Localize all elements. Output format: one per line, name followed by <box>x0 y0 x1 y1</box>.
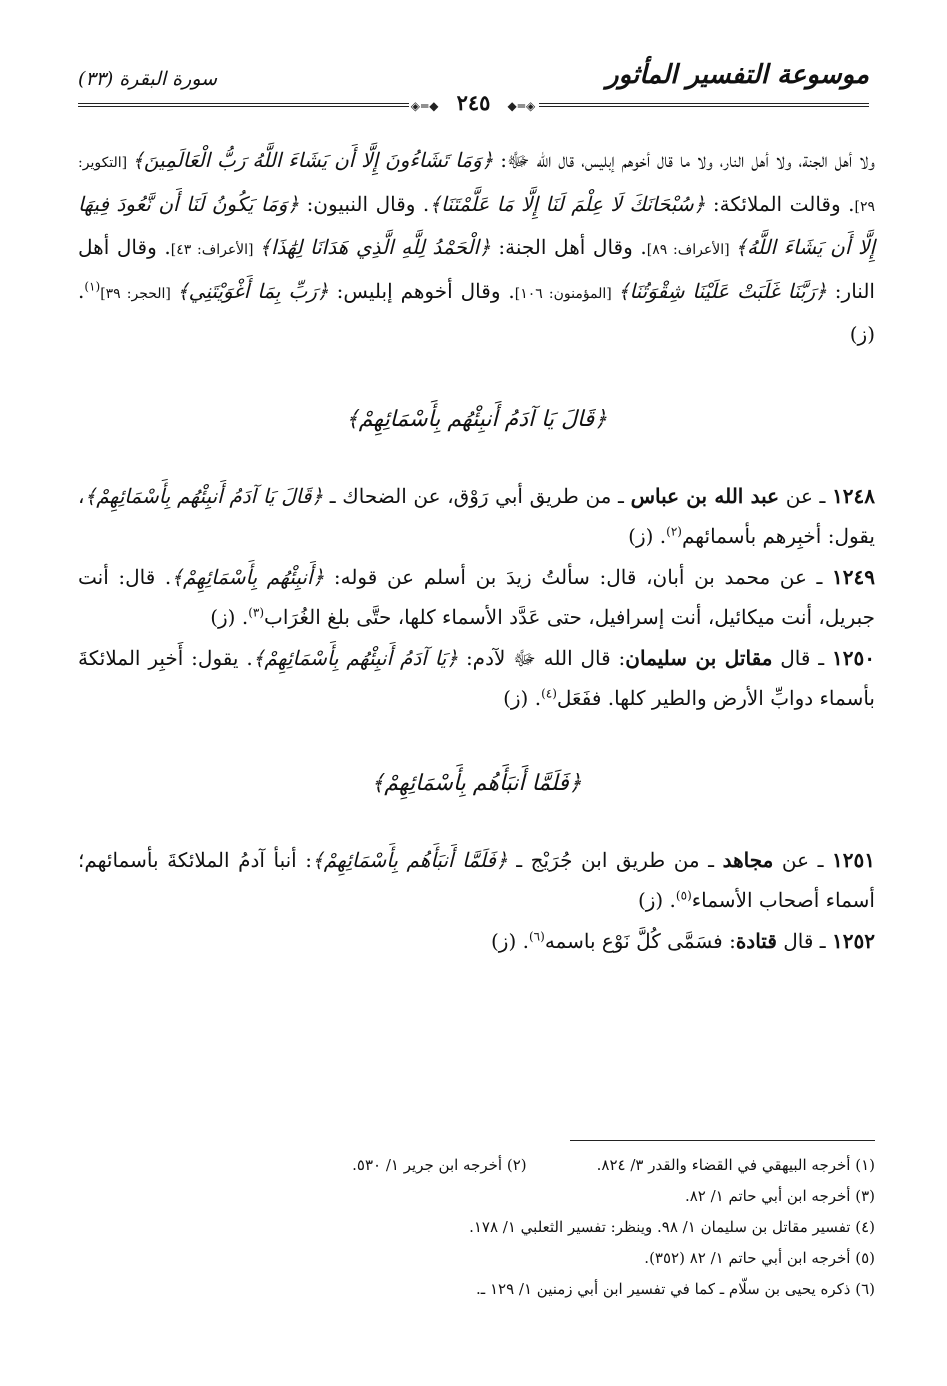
entry-text: : أنبأ آدمُ الملائكةَ بأسمائهم؛ أسماء أصحاب الأسماء <box>78 847 875 912</box>
narrator-name: مجاهد <box>722 847 774 872</box>
entry-text: ، يقول: أخبِرهم بأسمائهم <box>78 483 875 548</box>
entry-text: ـ عن <box>779 483 833 508</box>
verse-ref: [التكوير: ٢٩] <box>78 155 875 215</box>
book-title: موسوعة التفسير المأثور <box>606 60 869 90</box>
quran-quote: ﴿رَبَّنَا غَلَبَتْ عَلَيْنَا شِقْوَتُنَا﴾ <box>617 278 827 303</box>
entry-number: ١٢٥١ <box>832 847 875 872</box>
verse-ref: [الأعراف: ٨٩] <box>646 242 736 258</box>
footnote-marker[interactable]: (٢) <box>666 524 682 539</box>
page-content <box>78 140 875 961</box>
footnote-marker[interactable]: (٥) <box>675 888 692 903</box>
intro-paragraph <box>78 140 875 355</box>
entry-end: . (ز) <box>628 524 667 548</box>
footnote-separator <box>570 1140 875 1141</box>
entry-1250 <box>78 638 875 719</box>
narrator-name: عبد الله بن عباس <box>630 483 780 508</box>
footnote-marker[interactable]: (٣) <box>248 605 265 620</box>
entry-text: ـ قال <box>776 928 833 953</box>
entry-text: . قال: أنت جبريل، أنت ميكائيل، أنت إسرافيل، حتى عَدَّد الأسماء كلها، حتَّى بلغ الغُرَاب <box>78 564 875 629</box>
footnote-marker[interactable]: (٦) <box>528 928 545 943</box>
footnotes <box>78 1150 875 1305</box>
entry-text: . يقول: أَخبِر الملائكةَ بأسماء دوابِّ الأرض والطير كلها. ففَعَل <box>78 645 875 710</box>
entry-1251 <box>78 840 875 921</box>
entry-number: ١٢٤٨ <box>832 483 876 508</box>
entry-number: ١٢٤٩ <box>832 564 876 589</box>
quran-quote: ﴿يَا آدَمُ أَنبِئْهُم بِأَسْمَائِهِمْ﴾ <box>252 645 459 670</box>
surah-title: سورة البقرة (٣٣) <box>78 68 218 90</box>
quran-quote: ﴿فَلَمَّا أَنبَأَهُم بِأَسْمَائِهِمْ﴾ <box>312 847 508 872</box>
page-number-wrap <box>78 90 869 115</box>
quran-quote: ﴿أَنبِئْهُم بِأَسْمَائِهِمْ﴾ <box>171 564 325 589</box>
quran-quote: ﴿رَبِّ بِمَا أَغْوَيْتَنِي﴾ <box>176 278 329 303</box>
section-heading-1: ﴿قَالَ يَا آدَمُ أَنبِئْهُم بِأَسْمَائِهِمْ﴾ <box>345 406 608 432</box>
right-ornament-icon: ◆═◈ <box>410 98 440 113</box>
entry-text: ـ عن <box>773 847 833 872</box>
footnote-marker[interactable]: (٤) <box>541 686 557 701</box>
footnote-1: (١) أخرجه البيهقي في القضاء والقدر ٣/ ٨٢٤. <box>596 1156 875 1174</box>
quran-quote: ﴿وَمَا يَكُونُ لَنَا أَن نَّعُودَ فِيهَا إِلَّا أَن يَشَاءَ اللَّهُ﴾ <box>78 191 876 259</box>
entry-1249 <box>78 557 875 638</box>
entry-text: ـ من طريق أبي رَوْق، عن الضحاك ـ <box>323 483 631 508</box>
intro-text-2: . وقالت الملائكة: <box>705 191 855 216</box>
page-number: ٢٤٥ <box>456 90 491 115</box>
quran-quote: ﴿وَمَا تَشَاءُونَ إِلَّا أَن يَشَاءَ اللَّهُ رَبُّ الْعَالَمِينَ﴾ <box>132 148 494 172</box>
narrator-name: مقاتل بن سليمان <box>625 645 773 670</box>
entry-1248 <box>78 476 875 557</box>
entry-text: ـ من طريق ابن جُرَيْج ـ <box>507 847 723 872</box>
quran-quote: ﴿قَالَ يَا آدَمُ أَنبِئْهُم بِأَسْمَائِهِمْ﴾ <box>84 483 324 508</box>
intro-end: . (ز) <box>78 278 875 346</box>
intro-text-6: . وقال أخوهم إبليس: <box>328 278 515 303</box>
intro-text-4: . وقال أهل الجنة: <box>490 235 647 259</box>
footnote-5: (٥) أخرجه ابن أبي حاتم ١/ ٨٢ (٣٥٢). <box>644 1249 875 1267</box>
entry-text: : فسَمَّى كُلَّ نَوْع باسمه <box>544 928 736 953</box>
entry-end: . (ز) <box>210 605 249 629</box>
entry-number: ١٢٥٢ <box>832 928 875 953</box>
section-heading-2: ﴿فَلَمَّا أَنبَأَهُم بِأَسْمَائِهِمْ﴾ <box>371 770 582 796</box>
intro-text-5: . وقال أهل النار: <box>78 235 875 303</box>
left-ornament-icon: ◈═◆ <box>507 98 537 113</box>
intro-text-1: ولا أهل الجنة، ولا أهل النار، ولا ما قال أخوهم إبليس، قال الله ﷻ: <box>493 148 876 172</box>
entry-text: ـ عن محمد بن أبان، قال: سألتُ زيدَ بن أسلم عن قوله: <box>324 564 833 589</box>
entry-text: : قال الله ﷻ لآدم: <box>458 645 626 670</box>
verse-ref: [المؤمنون: ١٠٦] <box>514 285 618 302</box>
footnote-row <box>78 1150 875 1181</box>
footnote-4: (٤) تفسير مقاتل بن سليمان ١/ ٩٨. وينظر: تفسير الثعلبي ١/ ١٧٨. <box>469 1218 875 1236</box>
footnote-3: (٣) أخرجه ابن أبي حاتم ١/ ٨٢. <box>684 1187 875 1205</box>
quran-quote: ﴿الْحَمْدُ لِلَّهِ الَّذِي هَدَانَا لِهَٰذَا﴾ <box>259 235 491 259</box>
quran-quote: ﴿سُبْحَانَكَ لَا عِلْمَ لَنَا إِلَّا مَا عَلَّمْتَنَا﴾ <box>429 191 706 216</box>
footnote-6: (٦) ذكره يحيى بن سلّام ـ كما في تفسير ابن أبي زمنين ١/ ١٢٩ ـ. <box>476 1280 875 1298</box>
intro-text-3: . وقال النبيون: <box>299 191 430 216</box>
narrator-name: قتادة <box>735 928 777 953</box>
verse-ref: [الأعراف: ٤٣] <box>170 242 260 258</box>
verse-ref: [الحجر: ٣٩] <box>100 285 177 302</box>
entry-end: . (ز) <box>503 686 542 710</box>
entry-text: ـ قال <box>772 645 833 670</box>
entry-end: . (ز) <box>491 928 529 953</box>
entry-end: . (ز) <box>637 888 676 912</box>
footnote-2: (٢) أخرجه ابن جرير ١/ ٥٣٠. <box>352 1156 527 1174</box>
entry-number: ١٢٥٠ <box>832 645 875 670</box>
footnote-marker[interactable]: (١) <box>84 278 101 293</box>
page-header <box>78 58 869 118</box>
entry-1252 <box>78 921 875 962</box>
